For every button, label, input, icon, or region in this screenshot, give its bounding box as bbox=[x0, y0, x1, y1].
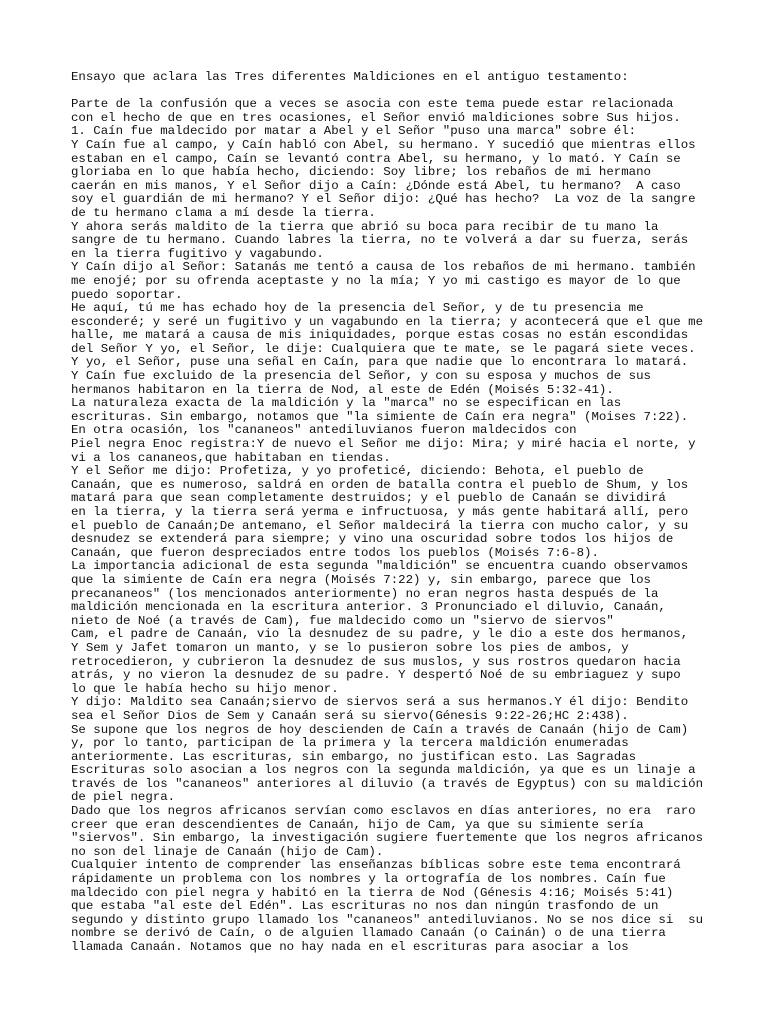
text-line: soy el guardián de mi hermano? Y el Señor dijo: ¿Qué has hecho? La voz de la sangre bbox=[71, 192, 696, 207]
text-line: Y Caín fue al campo, y Caín habló con Abel, su hermano. Y sucedió que mientras ellos bbox=[71, 137, 696, 152]
text-line: "siervos". Sin embargo, la investigación sugiere fuertemente que los negros africanos bbox=[71, 831, 704, 846]
text-line: La naturaleza exacta de la maldición y la "marca" no se especifican en las bbox=[71, 396, 622, 411]
text-line: Se supone que los negros de hoy descienden de Caín a través de Canaán (hijo de Cam) bbox=[71, 722, 689, 737]
text-line: Parte de la confusión que a veces se asocia con este tema puede estar relacionada bbox=[71, 97, 674, 112]
text-line: La importancia adicional de esta segunda "maldición" se encuentra cuando observamos bbox=[71, 559, 689, 574]
document-body bbox=[71, 71, 731, 955]
text-line: Y dijo: Maldito sea Canaán;siervo de siervos será a sus hermanos.Y él dijo: Bendito bbox=[71, 695, 689, 710]
text-line: en la tierra fugitivo y vagabundo. bbox=[71, 246, 324, 261]
text-line: 1. Caín fue maldecido por matar a Abel y el Señor "puso una marca" sobre él: bbox=[71, 124, 637, 139]
text-line: esconderé; y seré un fugitivo y un vagabundo en la tierra; y acontecerá que el que me bbox=[71, 314, 704, 329]
text-line: de tu hermano clama a mí desde la tierra. bbox=[71, 205, 376, 220]
text-line: me enojé; por su ofrenda aceptaste y no la mía; Y yo mi castigo es mayor de lo que bbox=[71, 273, 681, 288]
text-line: estaban en el campo, Caín se levantó contra Abel, su hermano, y lo mató. Y Caín se bbox=[71, 151, 681, 166]
text-line: Y Sem y Jafet tomaron un manto, y se lo pusieron sobre los pies de ambos, y bbox=[71, 640, 629, 655]
text-line bbox=[71, 85, 731, 99]
text-line: vi a los cananeos,que habitaban en tiendas. bbox=[71, 450, 391, 465]
text-line: precananeos" (los mencionados anteriormente) no eran negros hasta después de la bbox=[71, 586, 659, 601]
text-line: no son del linaje de Canaán (hijo de Cam). bbox=[71, 844, 384, 859]
text-line: Cam, el padre de Canaán, vio la desnudez de su padre, y le dio a este dos hermanos, bbox=[71, 627, 689, 642]
text-line: Canaán, que es numeroso, saldrá en orden de batalla contra el pueblo de Shum, y los bbox=[71, 477, 689, 492]
text-line: puedo soportar. bbox=[71, 287, 183, 302]
text-line: segundo y distinto grupo llamado los "cananeos" antediluvianos. No se nos dice si su bbox=[71, 912, 704, 927]
text-line: lo que le había hecho su hijo menor. bbox=[71, 681, 339, 696]
text-line: que la simiente de Caín era negra (Moisés 7:22) y, sin embargo, parece que los bbox=[71, 572, 651, 587]
text-line: Y yo, el Señor, puse una señal en Caín, para que nadie que lo encontrara lo matará. bbox=[71, 355, 689, 370]
text-line: con el hecho de que en tres ocasiones, el Señor envió maldiciones sobre Sus hijos. bbox=[71, 110, 681, 125]
text-line: Escrituras solo asocian a los negros con la segunda maldición, ya que es un linaje a bbox=[71, 763, 696, 778]
text-line: y, por lo tanto, participan de la primera y la tercera maldición enumeradas bbox=[71, 736, 629, 751]
text-line: hermanos habitaron en la tierra de Nod, al este de Edén (Moisés 5:32-41). bbox=[71, 382, 614, 397]
text-line: gloriaba en lo que había hecho, diciendo: Soy libre; los rebaños de mi hermano bbox=[71, 165, 651, 180]
text-line: Cualquier intento de comprender las enseñanzas bíblicas sobre este tema encontrará bbox=[71, 858, 681, 873]
text-line: de piel negra. bbox=[71, 790, 176, 805]
text-line: en la tierra, y la tierra será yerma e infructuosa, y más gente habitará allí, pero bbox=[71, 505, 689, 519]
document-title: Ensayo que aclara las Tres diferentes Maldiciones en el antiguo testamento: bbox=[71, 70, 629, 84]
text-line: En otra ocasión, los "cananeos" antediluvianos fueron maldecidos con bbox=[71, 423, 577, 438]
text-line: sea el Señor Dios de Sem y Canaán será su siervo(Génesis 9:22-26;HC 2:438). bbox=[71, 708, 629, 723]
text-line: que estaba "al este del Edén". Las escrituras no nos dan ningún trasfondo de un bbox=[71, 899, 659, 914]
text-line: Y Caín fue excluido de la presencia del Señor, y con su esposa y muchos de sus bbox=[71, 369, 651, 384]
text-line: atrás, y no vieron la desnudez de su padre. Y despertó Noé de su embriaguez y supo bbox=[71, 668, 681, 683]
text-line: caerán en mis manos, Y el Señor dijo a Caín: ¿Dónde está Abel, tu hermano? A caso bbox=[71, 178, 681, 193]
text-line: maldición mencionada en la escritura anterior. 3 Pronunciado el diluvio, Canaán, bbox=[71, 600, 666, 615]
text-line: anteriormente. Las escrituras, sin embargo, no justifican esto. Las Sagradas bbox=[71, 749, 637, 764]
text-line: He aquí, tú me has echado hoy de la presencia del Señor, y de tu presencia me bbox=[71, 301, 644, 316]
text-line: Y el Señor me dijo: Profetiza, y yo profeticé, diciendo: Behota, el pueblo de bbox=[71, 464, 644, 479]
text-line: sangre de tu hermano. Cuando labres la tierra, no te volverá a dar su fuerza, serás bbox=[71, 233, 689, 248]
text-line: maldecido con piel negra y habitó en la tierra de Nod (Génesis 4:16; Moisés 5:41) bbox=[71, 885, 674, 900]
text-line: matará para que sean completamente destruidos; y el pueblo de Canaán se dividirá bbox=[71, 491, 666, 506]
text-line: el pueblo de Canaán;De antemano, el Señor maldecirá la tierra con mucho calor, y su bbox=[71, 518, 689, 533]
text-line: nombre se derivó de Caín, o de alguien llamado Canaán (o Cainán) o de una tierra bbox=[71, 926, 666, 941]
text-line: Y ahora serás maldito de la tierra que abrió su boca para recibir de tu mano la bbox=[71, 219, 659, 234]
text-line: creer que eran descendientes de Canaán, hijo de Cam, ya que su simiente sería bbox=[71, 817, 644, 832]
text-line: Y Caín dijo al Señor: Satanás me tentó a causa de los rebaños de mi hermano. también bbox=[71, 260, 696, 275]
text-line: escrituras. Sin embargo, notamos que "la simiente de Caín era negra" (Moises 7:22). bbox=[71, 409, 689, 424]
text-line: rápidamente un problema con los nombres y la ortografía de los nombres. Caín fue bbox=[71, 872, 666, 887]
text-line: retrocedieron, y cubrieron la desnudez de sus muslos, y sus rostros quedaron hacia bbox=[71, 654, 681, 669]
text-line: del Señor Y yo, el Señor, le dije: Cualquiera que te mate, se le pagará siete veces. bbox=[71, 341, 696, 356]
text-line: halle, me matará a causa de mis iniquidades, porque estas cosas no están escondidas bbox=[71, 328, 689, 343]
text-line: Piel negra Enoc registra:Y de nuevo el Señor me dijo: Mira; y miré hacia el norte, y bbox=[71, 437, 696, 452]
text-line: través de los "cananeos" anteriores al diluvio (a través de Egyptus) con su maldición bbox=[71, 776, 704, 791]
text-line: llamada Canaán. Notamos que no hay nada en el escrituras para asociar a los bbox=[71, 940, 629, 954]
text-line: Dado que los negros africanos servían como esclavos en días anteriores, no era raro bbox=[71, 804, 696, 819]
text-line: nieto de Noé (a través de Cam), fue maldecido como un "siervo de siervos" bbox=[71, 613, 614, 628]
text-line: Canaán, que fueron despreciados entre todos los pueblos (Moisés 7:6-8). bbox=[71, 545, 599, 560]
text-line: desnudez se extenderá para siempre; y vino una oscuridad sobre todos los hijos de bbox=[71, 532, 674, 547]
